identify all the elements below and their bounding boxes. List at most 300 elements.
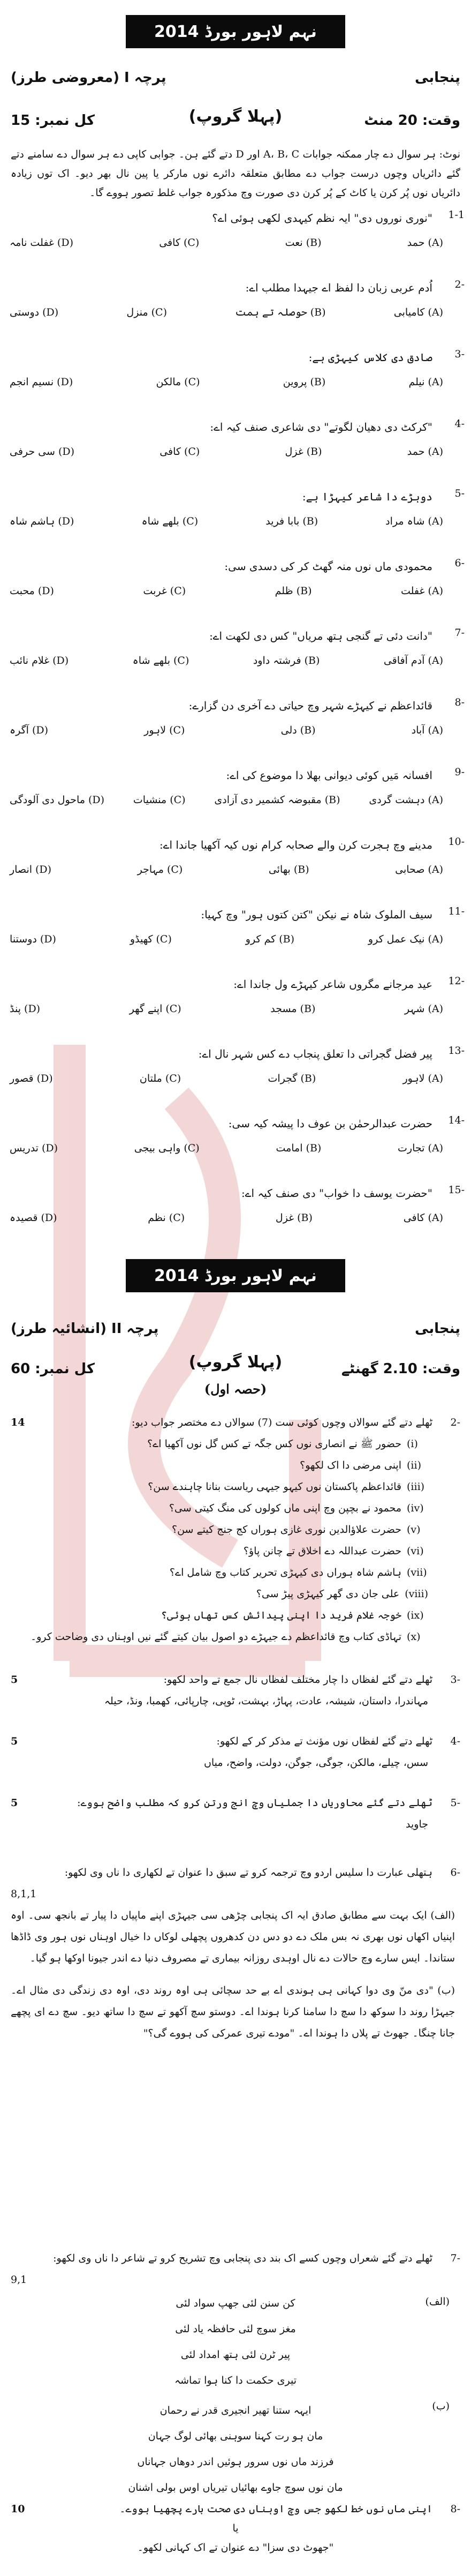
q2-item-text: حضرت عبداللہ دے اخلاق تے چانن پاؤ؟ [243,1545,401,1557]
q2-item [11,1519,428,1540]
option-letter: (A) [428,864,443,875]
q8-marks: 10 [11,2503,25,2515]
option-text: گجرات [268,1073,298,1084]
mcq-question: "حضرت یوسف دا خواب" دی صنف کیہ اے: [241,1187,432,1200]
mcq-option [270,1003,315,1015]
mcq-option [276,1142,321,1154]
mcq-option [10,446,74,458]
option-letter: (C) [156,933,172,945]
option-text: شہر [404,1003,425,1015]
option-letter: (C) [170,585,186,597]
mcq-option [412,724,443,736]
q3-words: مہاندرا، داستان، شیشہ، عادت، پہاڑ، بہشت، ٹوپی، چارپائی، کھمبا، ونڈ، حیلہ [104,1695,428,1707]
option-letter: (B) [300,1003,316,1015]
mcq-question: "کرکٹ دی دھیان لگوتے" دی شاعری صنف کیہ اے: [210,421,432,433]
option-letter: (C) [151,306,167,318]
mcq-option [369,794,443,806]
mcq-option [404,1212,443,1224]
option-letter: (D) [36,1073,53,1084]
option-letter: (B) [293,864,309,875]
mcq-options [10,1003,443,1015]
option-letter: (B) [300,1073,316,1084]
mcq-option [130,933,172,945]
mcq-option [10,585,54,597]
q2-item [11,1605,428,1626]
mcq-option [10,376,73,388]
mcq-option [10,515,74,527]
mcq-question: صادق دی کلاس کیہڑی ہے: [308,351,432,364]
mcq-question: افسانہ مَیں کوئی دیوانی بھلا دا موضوع کی اے: [226,769,432,782]
q2-item-text: خوجہ غلام فرید دا اپنی پیدائش کس تھاں ہوئی؟ [161,1609,401,1621]
mcq-item [6,557,465,630]
mcq-option [394,306,443,318]
option-letter: (D) [52,655,69,667]
mcq-option [134,1142,200,1154]
q5-number: 5- [450,1797,460,1809]
q2-item-text: حضرت علاؤالدین نوری غازی ہوراں کج جنج کیتے سن؟ [172,1524,401,1536]
option-letter: (C) [170,794,186,806]
option-text: ہاشم شاہ [10,515,55,527]
mcq-option [407,237,443,249]
option-text: دوستی [10,306,40,318]
mcq-option [285,446,322,458]
mcq-option [265,515,318,527]
paper1-title: نہم لاہور بورڈ 2014 [154,22,317,41]
option-text: قصور [10,1073,34,1084]
paper1-header-row1 [11,67,460,88]
q2-item-numeral: (vi) [407,1545,424,1557]
option-text: بلھے شاہ [132,655,170,667]
paper1-paper-type: پرچہ I (معروضی طرز) [11,70,166,86]
option-letter: (D) [58,446,75,458]
q6-number: 6- [450,1867,460,1878]
mcq-option [143,585,186,597]
option-text: قصیدہ [10,1212,38,1224]
mcq-number: 6- [454,557,465,569]
option-letter: (C) [166,864,183,875]
mcq-option [10,1212,57,1224]
option-letter: (C) [165,1073,181,1084]
mcq-option [235,306,325,318]
mcq-item [6,975,465,1047]
question-6 [11,1862,460,2044]
mcq-question: اُدم عربی زبان دا لفظ اے جیہدا مطلب اے: [245,281,432,294]
mcq-option [402,1073,443,1084]
q3-number: 3- [450,1674,460,1686]
q7-text: ٹھلے دتے گئے شعراں وچوں کسے اک بند دی پنجابی وچ تشریح کرو تے شاعر دا ناں وی لکھو: [53,2252,432,2264]
option-text: غزل [285,446,303,458]
option-text: محبت [10,585,35,597]
q2-item [11,1497,428,1519]
poem-alif-label: (الف) [425,2296,450,2308]
option-letter: (D) [88,794,105,806]
mcq-options [10,1073,443,1084]
mcq-item [6,905,465,978]
mcq-number: 9- [454,766,465,778]
option-text: کافی [159,237,180,249]
mcq-option [275,585,312,597]
option-letter: (C) [184,446,200,458]
q2-item [11,1476,428,1497]
q2-item-numeral: (ii) [407,1459,421,1471]
q2-item-text: حضور ﷺ نے انصاری نوں کس جگہ تے کس گل نوں آکھیا اے؟ [147,1438,401,1450]
poem-be-label: (ب) [432,2400,450,2412]
mcq-option [407,446,443,458]
mcq-option [384,655,443,667]
mcq-option [10,1142,58,1154]
option-letter: (D) [37,585,54,597]
mcq-item [6,488,465,560]
poem-alif [118,2290,353,2393]
q2-item-numeral: (i) [407,1438,418,1450]
mcq-options [10,306,443,318]
mcq-option [246,933,294,945]
option-text: ملتان [139,1073,162,1084]
mcq-question: قائداعظم نے کیہڑے شہر وچ حیاتی دے آخری دن گزارے: [188,699,432,712]
mcq-question: سیف الملوک شاہ نے نیکن "کتن کتوں ہور" وچ کہیا: [201,908,432,921]
option-letter: (C) [182,515,199,527]
option-letter: (D) [58,515,74,527]
option-letter: (B) [300,724,316,736]
option-letter: (B) [324,794,340,806]
mcq-option [10,1003,40,1015]
option-text: کھیڈو [130,933,153,945]
mcq-option [10,794,104,806]
mcq-number: 3- [454,348,465,360]
option-letter: (A) [428,933,443,945]
mcq-question: "نوری نوروں دی" ایہ نظم کیہدی لکھی ہوئی اے؟ [212,212,432,224]
mcq-option [401,585,443,597]
mcq-option [276,1212,313,1224]
mcq-options [10,864,443,875]
poem-line: تیری حکمت دا کنا ہوا تماشہ [174,2375,297,2386]
mcq-number: 8- [454,697,465,708]
mcq-options [10,655,443,667]
option-text: نیلم [408,376,425,388]
option-text: کامیابی [393,306,425,318]
mcq-option [156,376,200,388]
mcq-option [159,237,199,249]
option-letter: (A) [428,515,443,527]
mcq-item [6,279,465,351]
poem-line: کن سنن لئی جھپ سواد لئی [176,2297,295,2309]
q2-text: ٹھلے دتے گئے سوالاں وچوں کوئی ست (7) سوالاں دے مختصر جواب دیو: [132,1417,432,1428]
mcq-options [10,585,443,597]
mcq-option [214,794,340,806]
q8-alternative: "جھوٹ دی سزا" دے عنوان تے اک کہانی لکھو۔ [137,2542,334,2553]
q2-item-text: اپنی مرضی دا اک لکھو؟ [300,1459,401,1471]
option-letter: (C) [169,1212,185,1224]
mcq-item [6,627,465,699]
mcq-options [10,794,443,806]
option-text: واہی بیجی [134,1142,181,1154]
poem-line: مان ہو رت کہنا سوہنی بھائی لوگ جہان [148,2430,323,2442]
option-letter: (D) [40,933,56,945]
option-letter: (C) [169,724,185,736]
q2-item [11,1626,428,1648]
q6-text: ہتھلی عبارت دا سلیس اردو وچ ترجمہ کرو تے سبق دا عنوان تے لکھاری دا ناں وی لکھو: [64,1867,432,1878]
question-8 [11,2499,460,2557]
mcq-option [398,1142,443,1154]
q2-item-text: تہاڈی کتاب وچ قائداعظم دے جیہڑے دو اصول بیان کیتے گئے نیں اوہناں دی وضاحت کرو۔ [30,1631,401,1643]
option-text: صحابی [395,864,425,875]
option-text: آدم آفاقی [383,655,425,667]
mcq-option [405,1003,443,1015]
mcq-option [283,376,326,388]
question-2 [11,1412,460,1648]
q6-marks-ref: 8,1,1 [11,1888,37,1900]
mcq-number: 7- [454,627,465,639]
question-3 [11,1669,460,1712]
mcq-question: محمودی ماں نوں منہ گھٹ کر کی دسدی سی: [224,560,432,573]
option-letter: (D) [41,1142,58,1154]
option-text: نعت [285,237,303,249]
poem-line: پیر ٹرن لئی ہتھ امداد لئی [180,2349,291,2361]
paper2-header-row1 [11,1318,460,1339]
option-letter: (D) [41,1212,57,1224]
mcq-option [10,655,69,667]
q2-item-numeral: (ix) [407,1609,424,1621]
option-letter: (D) [57,237,73,249]
mcq-option [10,237,73,249]
option-letter: (A) [428,724,443,736]
mcq-option [10,724,48,736]
mcq-options [10,1212,443,1224]
mcq-options [10,933,443,945]
mcq-options [10,515,443,527]
option-letter: (A) [428,585,443,597]
mcq-option [368,933,443,945]
mcq-options [10,1142,443,1154]
q7-number: 7- [450,2252,460,2264]
q2-marks: 14 [11,1417,25,1428]
option-text: تجارت [398,1142,425,1154]
paper2-title: نہم لاہور بورڈ 2014 [154,1266,317,1285]
option-text: غفلت نامہ [10,237,54,249]
mcq-option [10,933,56,945]
paper1-total-marks: کل نمبر: 15 [11,113,95,129]
option-text: مالکن [156,376,181,388]
q2-item [11,1562,428,1583]
q2-number: 2- [450,1417,460,1428]
paper1-instructions: نوٹ: ہر سوال دے چار ممکنہ جوابات A، B، C اور D دتے گئے ہن۔ جوابی کاپی دے ہر سوال دے سامنے دتے گئے دائریاں وچوں درست جواب دے مطابق متعلقہ دائرے نوں مارکر یا پین نال بھر دیو۔ اک توں زیادہ دائریاں نوں پُر کرن یا کاٹ کے پُر کرن دی صورت وچ مذکورہ جواب غلط تصور ہووے گا۔ [11,148,460,199]
poem-line: فرزند ماں نوں سرور ہوئیں اندر دوھاں جہاناں [137,2456,334,2468]
mcq-number: 13- [448,1045,465,1057]
option-letter: (A) [428,1212,443,1224]
option-letter: (A) [428,237,443,249]
option-letter: (B) [306,446,322,458]
option-text: دوستنا [10,933,37,945]
mcq-option [10,1073,53,1084]
mcq-question: حضرت عبدالرحمٰن بن عوف دا پیشہ کیہ سی: [228,1117,432,1130]
option-letter: (B) [279,933,295,945]
q2-item-text: ہاشم شاہ ہوراں دی کیہڑی تحریر کتاب وچ شامل اے؟ [169,1567,401,1578]
option-text: آگرہ [10,724,29,736]
option-letter: (A) [428,794,443,806]
q2-item-numeral: (iii) [407,1481,425,1493]
option-text: لاہور [402,1073,425,1084]
mcq-option [140,1073,181,1084]
option-letter: (B) [297,1212,313,1224]
option-text: بلھے شاہ [141,515,179,527]
option-letter: (B) [296,585,312,597]
option-letter: (C) [183,237,200,249]
mcq-options [10,724,443,736]
option-letter: (C) [173,655,189,667]
option-text: سی حرفی [10,446,55,458]
option-letter: (D) [42,306,59,318]
q2-item-text: علی جان دی گھر کیہڑی پیڑ سی؟ [256,1588,400,1600]
mcq-options [10,446,443,458]
mcq-number: 5- [454,488,465,499]
mcq-option [159,446,200,458]
option-text: اپنے گھر [129,1003,163,1015]
mcq-item [6,697,465,769]
mcq-number: 14- [448,1114,465,1126]
q2-item-text: قائداعظم پاکستان نوں کیہو جیہی ریاست بنانا چاہندے سن؟ [148,1481,401,1493]
paper2-section-label: (حصہ اول) [204,1381,267,1397]
paper1-title-bar [126,15,345,48]
mcq-item [6,348,465,421]
mcq-item [6,766,465,838]
option-text: مہاجر [137,864,164,875]
option-text: ماحول دی آلودگی [10,794,86,806]
mcq-option [133,794,186,806]
mcq-number: 1-1 [448,209,465,221]
option-text: مسجد [270,1003,297,1015]
mcq-option [144,724,185,736]
option-text: نسیم انجم [10,376,54,388]
option-text: حوصلہ تے ہمت [235,306,307,318]
mcq-question: "دانت دئی تے گنجی ہتھ مریاں" کس دی لکھت اے: [209,630,432,642]
mcq-option [268,1073,316,1084]
mcq-option [269,864,309,875]
mcq-options [10,237,443,249]
poem-line: ایہہ ستنا تھیر انجیری قدر نے رحمان [159,2405,312,2416]
q6-paragraph-be: (ب) "دی منّ وی دوا کہانی ہی ہوندی اے بے حد سچائی ہی اوہ روند دی، اوہ دی زندگی دی مثال اے۔ جیہڑا روند دا سوکھ دا سچ دا سامنا کرنا ہوندا اے۔ دوستو سچ آکھو تے سچ دا ساتھ دیو۔ سچ دے ای پچھے جانا چنگا۔ جھوٹ تے پلاں دا ہوندا اے۔ "مودے تیری عمرکی کی ہووے گی؟" [11,1985,455,2039]
option-letter: (B) [304,655,320,667]
mcq-options [10,376,443,388]
poem-line: مغز سوچ لئی حافظہ یاد لئی [175,2323,296,2335]
mcq-number: 12- [448,975,465,987]
option-text: غزل [275,1212,294,1224]
paper2-title-bar [126,1259,345,1292]
q8-text: اپنی ماں نوں خط لکھو جس وچ اوہناں دی صحت بارے پچھیا ہووے۔ [119,2503,432,2515]
mcq-option [10,864,51,875]
option-letter: (B) [306,237,322,249]
option-letter: (D) [32,724,49,736]
paper2-paper-type: پرچہ II (انشائیہ طرز) [11,1321,159,1337]
option-text: آباد [411,724,425,736]
option-text: لاہور [144,724,166,736]
poem-be [118,2398,353,2500]
mcq-option [10,306,58,318]
option-letter: (D) [35,864,52,875]
option-letter: (B) [310,306,326,318]
mcq-option [130,1003,181,1015]
option-text: مقبوضہ کشمیر دی آزادی [214,794,322,806]
paper2-group-label: (پہلا گروپ) [188,1353,283,1372]
mcq-option [385,515,443,527]
q6-paragraph-alif: (الف) ایک بہت سے مطابق صادق ایہ اک پنجابی چڑھی سی جیہڑی اپنے ماپیاں دا پیار تے بانجھ سی۔ اوہ اپنیاں اکھاں نوں بھری نہ بس ملک دے دو دس دن کدھروں پچھلی لوکاں دا خیال اوہناں نوں ہور وی ڈاڈھا ستاندا۔ ایس سارے وچ حالات دے نال اوہدی روزانہ بیماری تے مصروف دنیا دے اندر جیونا اوکھا ہو گیا۔ [11,1909,455,1964]
option-text: امامت [276,1142,303,1154]
option-letter: (B) [306,1142,322,1154]
mcq-option [142,515,199,527]
q4-words: سس، چیلے، مالکن، جوگی، جوگن، دولت، واضح، میاں [203,1757,428,1769]
q2-item-text: محمود نے بچپن وچ اپنی ماں کولوں کی منگ کیتی سی؟ [169,1502,401,1514]
option-text: کم کرو [245,933,276,945]
q2-item-numeral: (vii) [407,1567,427,1578]
question-5 [11,1792,460,1835]
option-text: نظم [148,1212,166,1224]
option-text: فرشتہ داود [253,655,301,667]
q2-item-numeral: (v) [407,1524,421,1536]
paper2-total-marks: کل نمبر: 60 [11,1361,95,1377]
q4-number: 4- [450,1735,460,1747]
q8-number: 8- [450,2503,460,2515]
option-text: ظلم [275,585,293,597]
paper1-time: وقت: 20 منٹ [364,113,460,129]
mcq-option [148,1212,185,1224]
mcq-item [6,1114,465,1187]
mcq-option [408,376,443,388]
option-text: کافی [159,446,181,458]
mcq-number: 4- [454,418,465,430]
q8-or: یا [232,2522,239,2534]
q2-item [11,1433,428,1455]
option-text: تدریس [10,1142,39,1154]
option-letter: (A) [428,1142,443,1154]
option-text: نیک عمل کرو [368,933,425,945]
question-4 [11,1731,460,1773]
option-letter: (A) [428,655,443,667]
option-letter: (D) [24,1003,41,1015]
q5-line: جاوید [406,1818,428,1830]
option-letter: (C) [184,1142,200,1154]
q2-item-numeral: (iv) [407,1502,424,1514]
option-letter: (B) [310,376,326,388]
q5-marks: 5 [11,1797,18,1809]
option-letter: (A) [428,1003,443,1015]
paper1-group-label: (پہلا گروپ) [188,107,283,126]
mcq-question: دوہڑے دا شاعر کیہڑا ہے: [302,490,432,503]
option-letter: (B) [302,515,318,527]
mcq-option [395,864,443,875]
question-7 [11,2248,460,2290]
q2-item [11,1455,428,1476]
option-letter: (A) [428,1073,443,1084]
option-text: بھائی [268,864,291,875]
mcq-option [253,655,320,667]
paper2-subject: پنجابی [415,1321,460,1337]
option-letter: (A) [428,376,443,388]
mcq-option [281,724,316,736]
option-letter: (D) [57,376,73,388]
mcq-option [138,864,183,875]
mcq-option [285,237,322,249]
mcq-number: 2- [454,279,465,290]
option-letter: (A) [428,306,443,318]
q2-item [11,1583,428,1605]
option-text: دہشت گردی [369,794,425,806]
option-text: پنڈ [10,1003,21,1015]
option-text: منزل [126,306,148,318]
option-letter: (C) [184,376,200,388]
mcq-item [6,1045,465,1117]
q5-text: ٹھلے دتے گئے محاوریاں دا جملیاں وچ انج ورتن کرو کہ مطلب واضح ہووے: [77,1797,432,1809]
mcq-question: مدینے وچ ہجرت کرن والے صحابہ کرام نوں کیہ آکھیا جاندا اے: [159,838,432,851]
option-text: کافی [403,1212,425,1224]
